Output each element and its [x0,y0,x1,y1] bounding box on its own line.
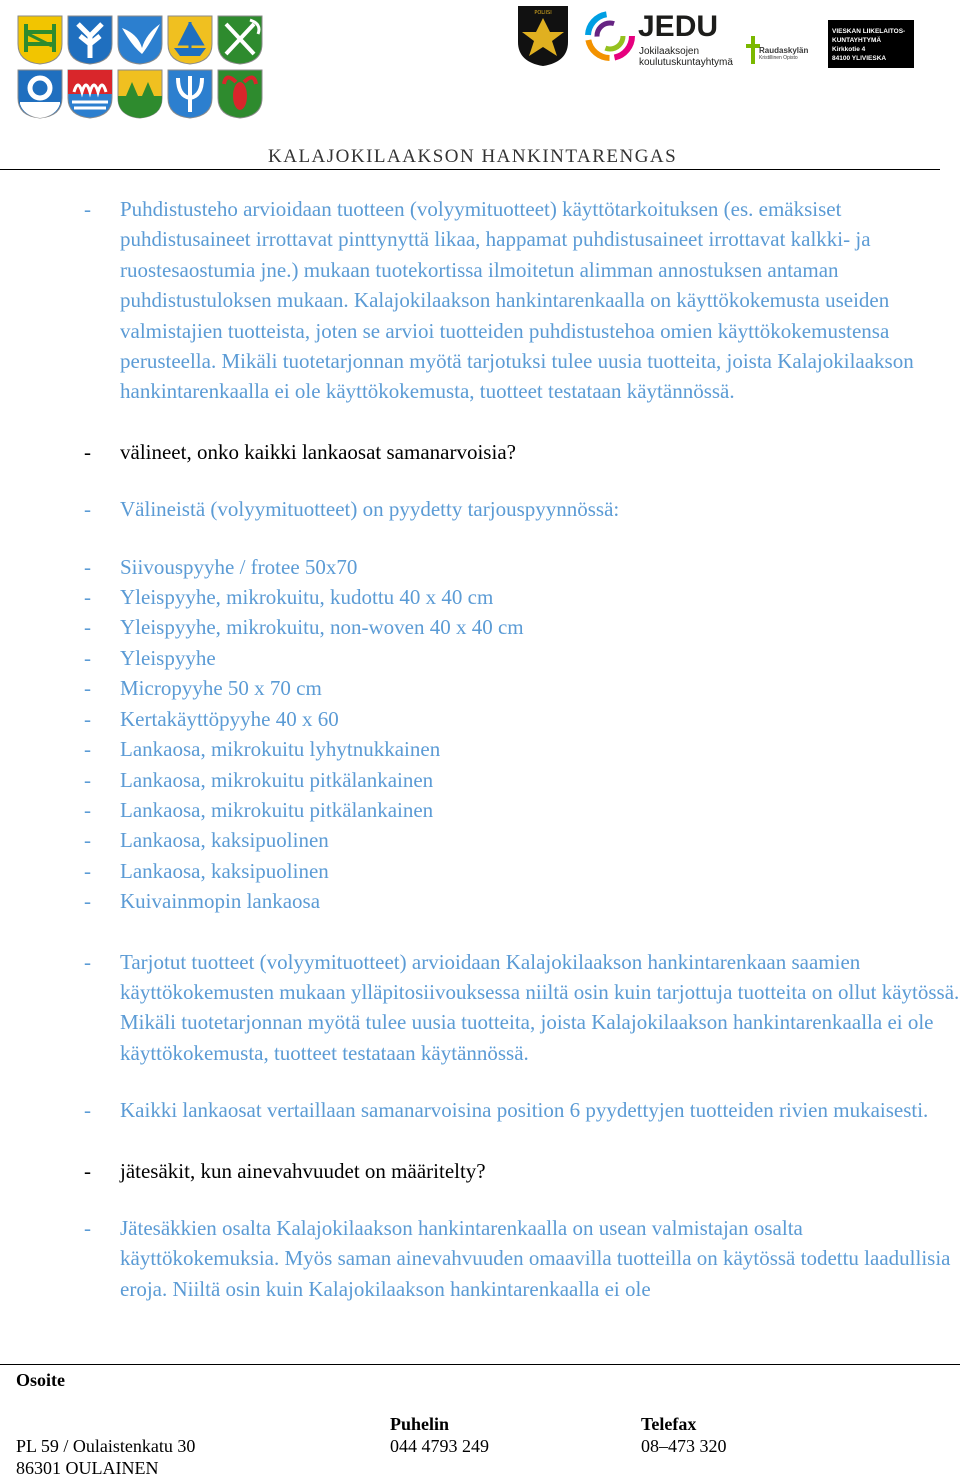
bullet-dash: - [84,828,91,853]
bullet-dash: - [84,1098,91,1123]
cross-icon [746,36,760,64]
address-line-1: PL 59 / Oulaistenkatu 30 [16,1436,196,1456]
document-body [0,194,960,1304]
vieska-line-4: 84100 YLIVIESKA [832,55,887,62]
list-item-text: Yleispyyhe, mikrokuitu, non-woven 40 x 40 cm [120,615,524,640]
answer-paragraph [0,1095,960,1125]
footer-divider [0,1364,960,1365]
crest-scythe-icon [216,14,264,66]
list-item-text: Lankaosa, kaksipuolinen [120,828,329,853]
paragraph-text: Puhdistusteho arvioidaan tuotteen (volyymituotteet) käyttötarkoituksen (es. emäksiset puhdistusaineet irrottavat pinttynyttä likaa, happamat puhdistusaineet irrottavat kalkki- ja ruostesaostumia jne.) mukaan tuotekortissa ilmoitetun alimman annostuksen antaman puhdistustuloksen mukaan. Kalajokilaakson hankintarenkaalla on käyttökokemusta useiden valmistajien tuotteista, joten se arvioi tuotteiden puhdistustehoa omien käyttökokemustensa perusteella. Mikäli tuotetarjonnan myötä tarjotuksi tulee uusia tuotteita, joista Kalajokilaakson hankintarenkaalla ei ole käyttökokemusta, tuotteet testataan käytännössä. [120,197,914,404]
answer-paragraph [0,947,960,1069]
list-item [0,612,960,642]
fax-label: Telefax [641,1414,697,1434]
question-text: jätesäkit, kun ainevahvuudet on määritelty? [120,1158,486,1183]
fax-number: 08–473 320 [641,1436,727,1456]
vieska-line-3: Kirkkotie 4 [832,46,866,53]
bullet-dash: - [84,767,91,792]
crest-trident-icon [166,68,214,120]
list-item [0,734,960,764]
crest-ring-icon [16,68,64,120]
crest-firs-icon [116,68,164,120]
bullet-dash: - [84,554,91,579]
jedu-subtitle-2: koulutuskuntayhtymä [639,57,733,68]
list-item-text: Lankaosa, mikrokuitu pitkälankainen [120,767,434,792]
bullet-dash: - [84,1158,91,1183]
police-logo [514,2,572,68]
product-list [0,552,960,917]
header-divider [0,169,940,170]
crest-tree-icon [66,14,114,66]
list-item-text: Lankaosa, mikrokuitu lyhytnukkainen [120,737,441,762]
list-item-text: Lankaosa, kaksipuolinen [120,858,329,883]
bullet-dash: - [84,706,91,731]
list-item [0,825,960,855]
footer-fax-label [641,1414,696,1435]
list-item-text: Yleispyyhe, mikrokuitu, kudottu 40 x 40 cm [120,585,494,610]
raudaskyla-sub: Kristillinen Opisto [759,55,798,61]
crest-ship-icon [166,14,214,66]
bullet-dash: - [84,797,91,822]
police-emblem-icon [514,2,572,68]
crest-flames-icon [66,68,114,120]
jedu-logo [582,6,732,70]
raudaskyla-name: Raudaskylän [759,46,809,55]
list-item [0,795,960,825]
vieska-line-2: KUNTAYHTYMÄ [832,37,882,44]
crest-bird-icon [116,14,164,66]
raudaskyla-logo [746,34,816,68]
vieska-logo [828,20,914,68]
police-text: POLIISI [534,10,552,16]
list-item-text: Siivouspyyhe / frotee 50x70 [120,554,358,579]
list-item [0,643,960,673]
phone-number: 044 4793 249 [390,1436,489,1456]
list-item-text: Yleispyyhe [120,645,216,670]
bullet-dash: - [84,858,91,883]
bullet-dash: - [84,889,91,914]
bullet-dash: - [84,615,91,640]
footer-phone-label [390,1414,449,1435]
address-label: Osoite [16,1370,65,1390]
paragraph-text: Tarjotut tuotteet (volyymituotteet) arvioidaan Kalajokilaakson hankintarenkaan saamien käyttökokemusten mukaan ylläpitosiivouksessa niiltä osin kuin tarjottuja tuotteita on ollut käytössä. Mikäli tuotetarjonnan myötä tulee uusia tuotteita, joista Kalajokilaakson hankintarenkaalla ei ole käyttökokemusta, tuotteet testataan käytännössä. [120,949,960,1065]
address-line-2: 86301 OULAINEN [16,1458,159,1478]
bullet-dash: - [84,949,91,974]
bullet-dash: - [84,1215,91,1240]
answer-paragraph [0,494,960,524]
jedu-subtitle-1: Jokilaaksojen [639,46,700,57]
bullet-dash: - [84,497,91,522]
page-header-title: KALAJOKILAAKSON HANKINTARENGAS [268,146,678,167]
list-item [0,886,960,916]
list-item [0,704,960,734]
phone-label: Puhelin [390,1414,450,1434]
bullet-dash: - [84,737,91,762]
question-text: välineet, onko kaikki lankaosat samanarvoisia? [120,439,516,464]
list-item-text: Micropyyhe 50 x 70 cm [120,676,322,701]
jedu-title: JEDU [638,10,719,43]
bullet-dash: - [84,585,91,610]
jedu-swirl-icon [582,8,638,64]
question-item [0,437,960,467]
list-item [0,765,960,795]
list-item-text: Kertakäyttöpyyhe 40 x 60 [120,706,339,731]
crest-fence-icon [16,14,64,66]
paragraph-text: Kaikki lankaosat vertaillaan samanarvoisina position 6 pyydettyjen tuotteiden rivien mukaisesti. [120,1098,929,1123]
paragraph-text: Jätesäkkien osalta Kalajokilaakson hankintarenkaalla on usean valmistajan osalta käyttökokemuksia. Myös saman ainevahvuuden omaavilla tuotteilla on käytössä todettu laadullisia eroja. Niiltä osin kuin Kalajokilaakson hankintarenkaalla ei ole [120,1215,951,1301]
bullet-dash: - [84,676,91,701]
list-item [0,856,960,886]
list-item [0,552,960,582]
paragraph-text: Välineistä (volyymituotteet) on pyydetty tarjouspyynnössä: [120,497,620,522]
list-item-text: Kuivainmopin lankaosa [120,889,321,914]
bullet-dash: - [84,439,91,464]
answer-paragraph [0,1213,960,1304]
vieska-line-1: VIESKAN LIIKELAITOS- [832,28,906,35]
question-item [0,1156,960,1186]
bullet-dash: - [84,645,91,670]
footer-address-label [16,1370,65,1391]
list-item [0,673,960,703]
answer-paragraph [0,194,960,407]
list-item [0,582,960,612]
list-item-text: Lankaosa, mikrokuitu pitkälankainen [120,797,434,822]
bullet-dash: - [84,197,91,221]
crest-crayfish-icon [216,68,264,120]
